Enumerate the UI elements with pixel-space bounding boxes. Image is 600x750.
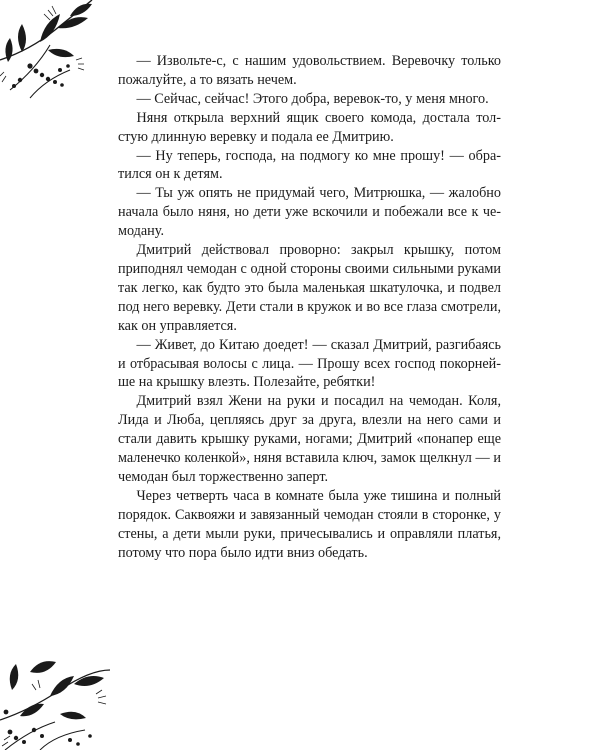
paragraph: Через четверть часа в комнате была уже тишина и полный порядок. Саквояжи и завязанный чемодан стояли в сторонке, у стены, а дети мыли руки, причесывались и оправляли платья, потому что пора было идти вниз обедать.: [118, 487, 501, 561]
paragraph: — Сейчас, сейчас! Этого добра, веревок-то, у меня много.: [136, 90, 489, 107]
paragraph: — Ну теперь, господа, на подмогу ко мне прошу! — обратился он к детям.: [118, 147, 501, 183]
floral-ornament-icon: [0, 0, 110, 100]
body-text: [118, 52, 501, 562]
floral-ornament-icon: [0, 650, 115, 750]
paragraph: — Живет, до Китаю доедет! — сказал Дмитрий, разгибаясь и отбрасывая волосы с лица. — Прошу всех господ покорнейше на крышку влезть. Полезайте, ребятки!: [118, 336, 501, 391]
paragraph: — Ты уж опять не придумай чего, Митрюшка, — жалобно начала было няня, но дети уже вскочили и побежали все к чемодану.: [118, 185, 501, 240]
paragraph: Дмитрий действовал проворно: закрыл крышку, потом приподнял чемодан с одной стороны своими сильными руками так легко, как будто это была маленькая шкатулочка, и подвел под него веревку. Дети стали в кружок и во все глаза смотрели, как он управляется.: [118, 242, 501, 334]
paragraph: Няня открыла верхний ящик своего комода, достала толстую длинную веревку и подала ее Дмитрию.: [118, 109, 501, 145]
paragraph: — Извольте-с, с нашим удовольствием. Веревочку только пожалуйте, а то вязать нечем.: [118, 53, 501, 88]
paragraph: Дмитрий взял Жени на руки и посадил на чемодан. Коля, Лида и Люба, цепляясь друг за друга, влезли на него сами и стали давить крышку руками, ногами; Дмитрий «понапер еще маленечко коленкой», няня вставила ключ, замок щелкнул — и чемодан был торжественно заперт.: [118, 393, 501, 485]
